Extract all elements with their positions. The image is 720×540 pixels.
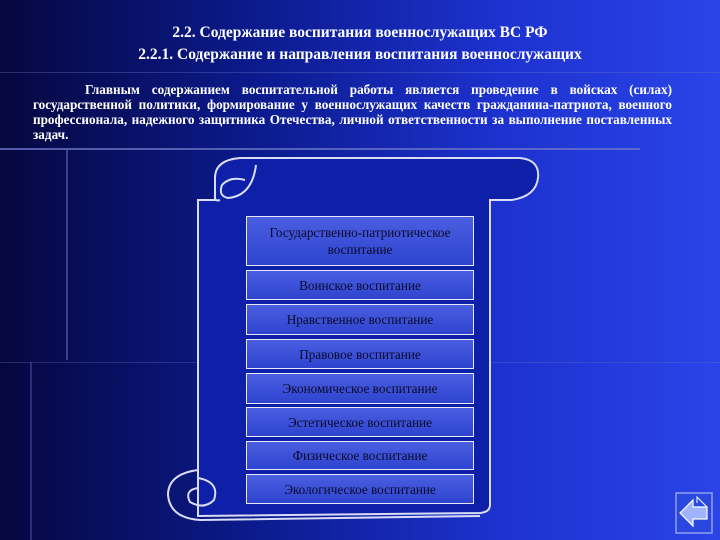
scroll-item-economic: Экономическое воспитание <box>246 373 474 404</box>
title-line-1: 2.2. Содержание воспитания военнослужащих ВС РФ <box>172 24 548 41</box>
return-button[interactable] <box>675 492 713 534</box>
scroll-item-moral: Нравственное воспитание <box>246 304 474 335</box>
scroll-item-state-patriotic: Государственно-патриотическое воспитание <box>246 216 474 266</box>
scroll-item-military: Воинское воспитание <box>246 270 474 300</box>
intro-paragraph: Главным содержанием воспитательной работы является проведение в войсках (силах) государственной политики, формирование у военнослужащих качеств гражданина-патриота, военного профессионала, надежного защитника Отечества, личной ответственности за выполнение поставленных задач. <box>33 82 672 142</box>
scroll-item-ecological: Экологическое воспитание <box>246 474 474 504</box>
scroll-item-physical: Физическое воспитание <box>246 441 474 470</box>
scroll-item-aesthetic: Эстетическое воспитание <box>246 407 474 437</box>
title-line-2: 2.2.1. Содержание и направления воспитания военнослужащих <box>138 46 582 63</box>
return-arrow-icon <box>675 492 713 534</box>
scroll-item-legal: Правовое воспитание <box>246 339 474 369</box>
